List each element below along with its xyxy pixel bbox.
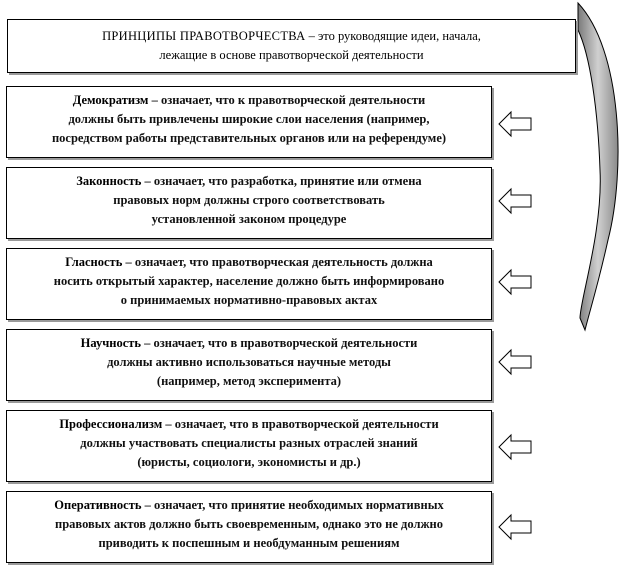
- principle-efficiency: [6, 491, 492, 563]
- principle-scientific: [6, 329, 492, 401]
- principle-desc: должны быть привлечены широкие слои населения (например,: [68, 112, 430, 126]
- principle-desc: (например, метод эксперимента): [156, 374, 342, 388]
- left-arrow-icon: [498, 348, 532, 376]
- principle-professionalism: [6, 410, 492, 482]
- principle-desc: – означает, что в правотворческой деятельности: [162, 417, 439, 431]
- principle-desc: о принимаемых нормативно-правовых актах: [120, 293, 378, 307]
- header-title: ПРИНЦИПЫ ПРАВОТВОРЧЕСТВА: [102, 29, 306, 43]
- principle-term: Демократизм: [72, 93, 149, 107]
- left-arrow-icon: [498, 187, 532, 215]
- principle-term: Гласность: [65, 255, 123, 269]
- left-arrow-icon: [498, 513, 532, 541]
- principle-desc: – означает, что разработка, принятие или отмена: [141, 174, 422, 188]
- principle-democratism: [6, 86, 492, 158]
- header-definition: – это руководящие идеи, начала,: [305, 29, 481, 43]
- principle-term: Оперативность: [54, 498, 142, 512]
- principle-desc: носить открытый характер, население должно быть информировано: [53, 274, 445, 288]
- principle-desc: приводить к поспешным и необдуманным решениям: [98, 536, 400, 550]
- principles-header: [7, 19, 576, 73]
- principle-legality: [6, 167, 492, 239]
- principle-term: Профессионализм: [59, 417, 163, 431]
- principle-desc: – означает, что правотворческая деятельность должна: [122, 255, 433, 269]
- principle-term: Научность: [80, 336, 142, 350]
- principle-publicity: [6, 248, 492, 320]
- left-arrow-icon: [498, 433, 532, 461]
- principle-term: Законность: [76, 174, 142, 188]
- left-arrow-icon: [498, 110, 532, 138]
- principle-desc: установленной законом процедуре: [151, 212, 347, 226]
- principle-desc: должны активно использоваться научные методы: [107, 355, 391, 369]
- left-arrow-icon: [498, 268, 532, 296]
- principle-desc: правовых норм должны строго соответствовать: [113, 193, 385, 207]
- principle-desc: посредством работы представительных органов или на референдуме): [51, 131, 447, 145]
- principle-desc: должны участвовать специалисты разных отраслей знаний: [80, 436, 418, 450]
- header-definition-cont: лежащие в основе правотворческой деятельности: [159, 48, 424, 62]
- principle-desc: – означает, что в правотворческой деятельности: [141, 336, 418, 350]
- principle-desc: правовых актов должно быть своевременным, однако это не должно: [55, 517, 443, 531]
- principle-desc: – означает, что к правотворческой деятельности: [148, 93, 426, 107]
- principle-desc: – означает, что принятие необходимых нормативных: [141, 498, 444, 512]
- principle-desc: (юристы, социологи, экономисты и др.): [137, 455, 361, 469]
